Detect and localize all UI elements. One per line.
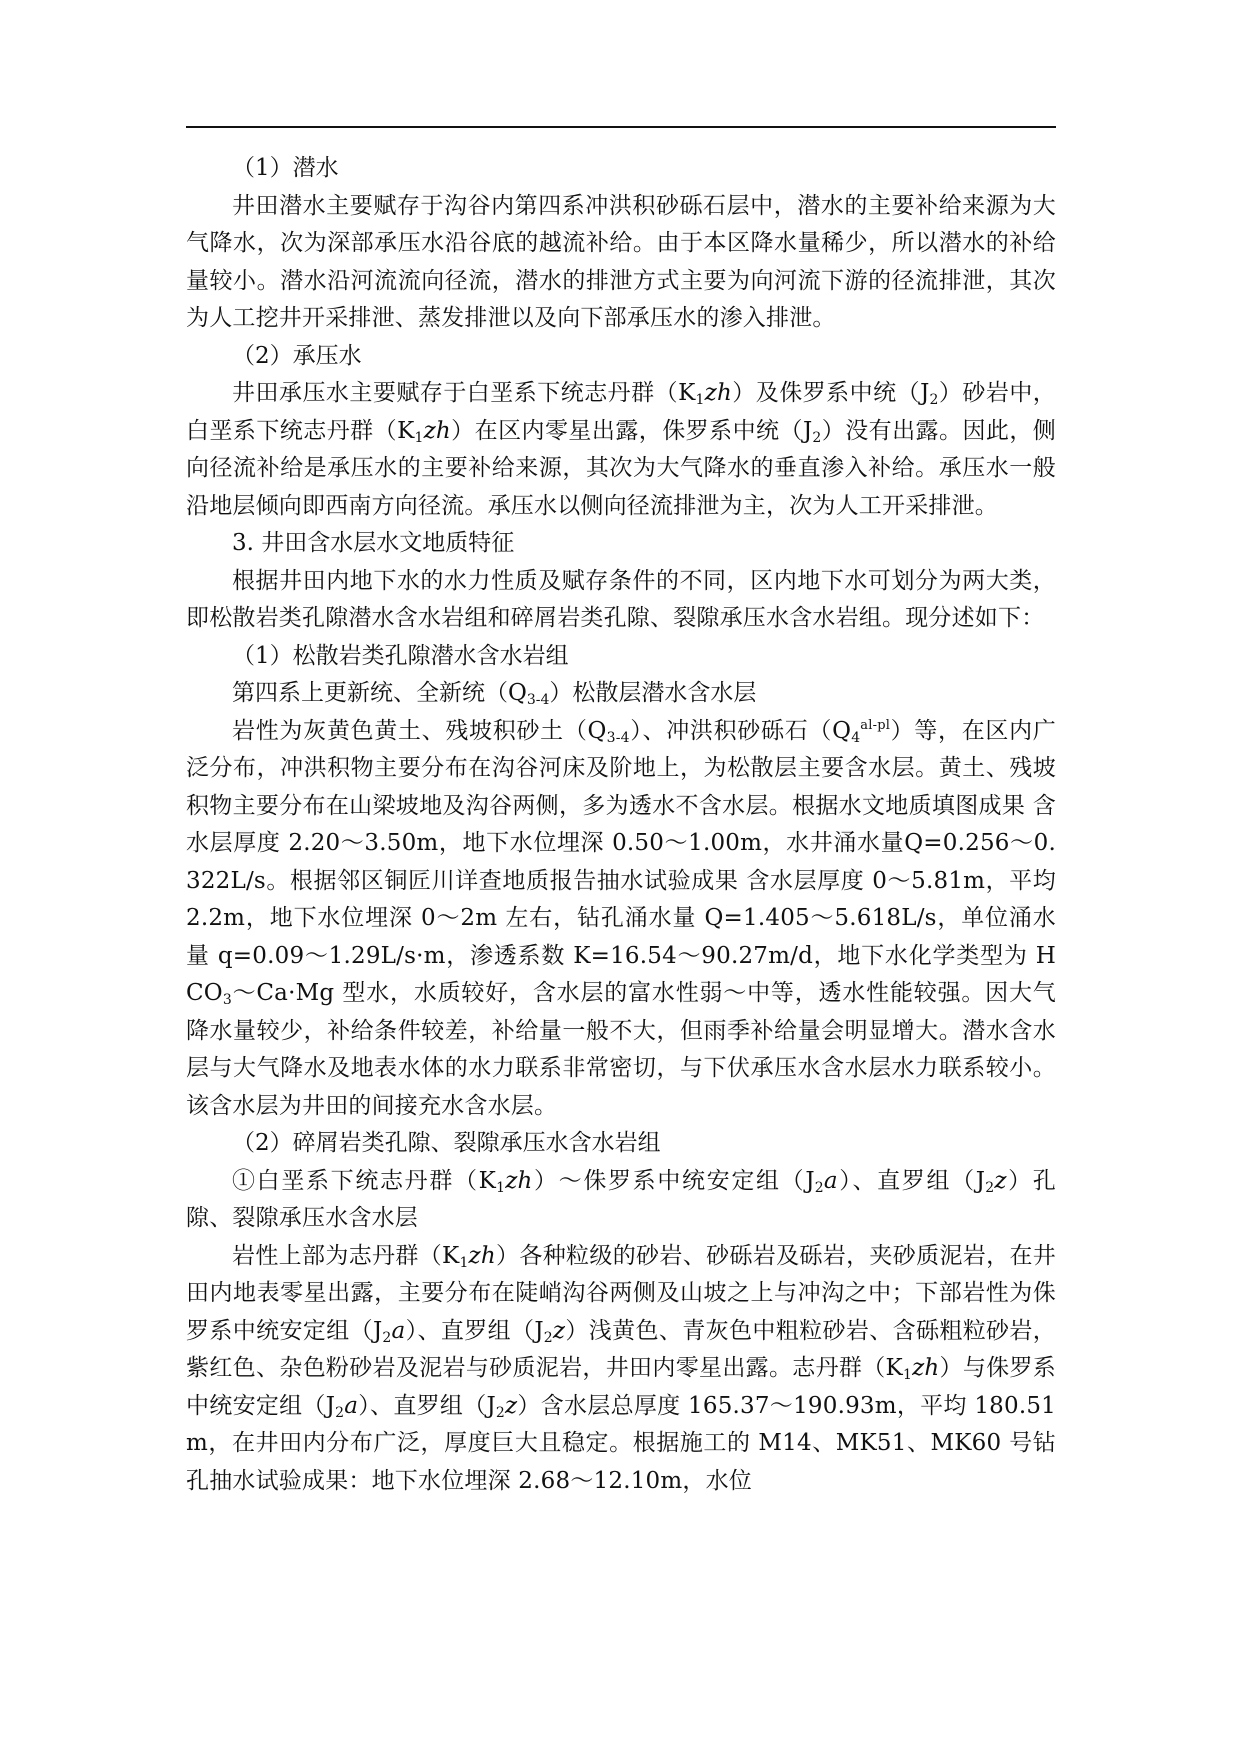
paragraph-cretaceous-jurassic-aquifer: ①白垩系下统志丹群$(K_1zh)\sim$侏罗系中统安定组$(J_2a)$、直罗组$(J_2z)$孔隙、裂隙承压水含水层 <box>186 1167 1056 1231</box>
paragraph-aquifer-classification: 根据井田内地下水的水力性质及赋存条件的不同，区内地下水可划分为两大类，即松散岩类孔隙潜水含水岩组和碎屑岩类孔隙、裂隙承压水含水岩组。现分述如下： <box>186 567 1056 631</box>
paragraph-confined-water: 井田承压水主要赋存于白垩系下统志丹群$(K_1zh)$及侏罗系中统$(J_2)$砂岩中，白垩系下统志丹群$(K_1zh)$在区内零星出露，侏罗系中统$(J_2)$没有出露。因此，侧向径流补给是承压水的主要补给来源，其次为大气降水的垂直渗入补给。承压水一般沿地层倾向即西南方向径流。承压水以侧向径流排泄为主，次为人工开采排泄。 <box>186 380 1057 519</box>
heading-confined-water: （2）承压水 <box>232 342 362 369</box>
heading-clastic-rock-aquifer: （2）碎屑岩类孔隙、裂隙承压水含水岩组 <box>232 1130 661 1156</box>
document-body <box>186 150 1056 1500</box>
header-rule <box>186 126 1056 128</box>
heading-phreatic-water: （1）潜水 <box>232 155 339 181</box>
heading-quaternary-aquifer: 第四系上更新统、全新统$(Q_{3-4})$松散层潜水含水层 <box>232 680 757 708</box>
paragraph-phreatic-water: 井田潜水主要赋存于沟谷内第四系冲洪积砂砾石层中，潜水的主要补给来源为大气降水，次为深部承压水沿谷底的越流补给。由于本区降水量稀少，所以潜水的补给量较小。潜水沿河流流向径流，潜水的排泄方式主要为向河流下游的径流排泄，其次为人工挖井开采排泄、蒸发排泄以及向下部承压水的渗入排泄。 <box>186 192 1056 331</box>
paragraph-quaternary-lithology: 岩性为灰黄色黄土、残坡积砂土$(Q_{3-4})$、冲洪积砂砾石$(Q_4^{al-pl})$等，在区内广泛分布，冲洪积物主要分布在沟谷河床及阶地上，为松散层主要含水层。黄土、残坡积物主要分布在山梁坡地及沟谷两侧，多为透水不含水层。根据水文地质填图成果 含水层厚度 2.20～3.50m，地下水位埋深 0.50～1.00m，水井涌水量Q=0.256～0.322L/s。根据邻区铜匠川详查地质报告抽水试验成果 含水层厚度 0～5.81m，平均 2.2m，地下水位埋深 0～2m 左右，钻孔涌水量 Q=1.405～5.618L/s，单位涌水量 q=0.09～1.29L/s·m，渗透系数 K=16.54～90.27m/d，地下水化学类型为 $HCO_3\sim Ca\cdot Mg$ 型水，水质较好，含水层的富水性弱～中等，透水性能较强。因大气降水量较少，补给条件较差，补给量一般不大，但雨季补给量会明显增大。潜水含水层与大气降水及地表水体的水力联系非常密切，与下伏承压水含水层水力联系较小。该含水层为井田的间接充水含水层。 <box>186 717 1057 1119</box>
paragraph-clastic-lithology: 岩性上部为志丹群$(K_1zh)$各种粒级的砂岩、砂砾岩及砾岩，夹砂质泥岩，在井田内地表零星出露，主要分布在陡峭沟谷两侧及山坡之上与冲沟之中；下部岩性为侏罗系中统安定组$(J_2a)$、直罗组$(J_2z)$浅黄色、青灰色中粗粒砂岩、含砾粗粒砂岩，紫红色、杂色粉砂岩及泥岩与砂质泥岩，井田内零星出露。志丹群$(K_1zh)$与侏罗系中统安定组$(J_2a)$、直罗组$(J_2z)$含水层总厚度 165.37～190.93m，平均 180.51m，在井田内分布广泛，厚度巨大且稳定。根据施工的 M14、MK51、MK60 号钻孔抽水试验成果：地下水位埋深 2.68～12.10m，水位 <box>186 1242 1057 1494</box>
heading-loose-rock-aquifer: （1）松散岩类孔隙潜水含水岩组 <box>232 642 569 669</box>
heading-aquifer-characteristics: 3. 井田含水层水文地质特征 <box>232 530 515 556</box>
